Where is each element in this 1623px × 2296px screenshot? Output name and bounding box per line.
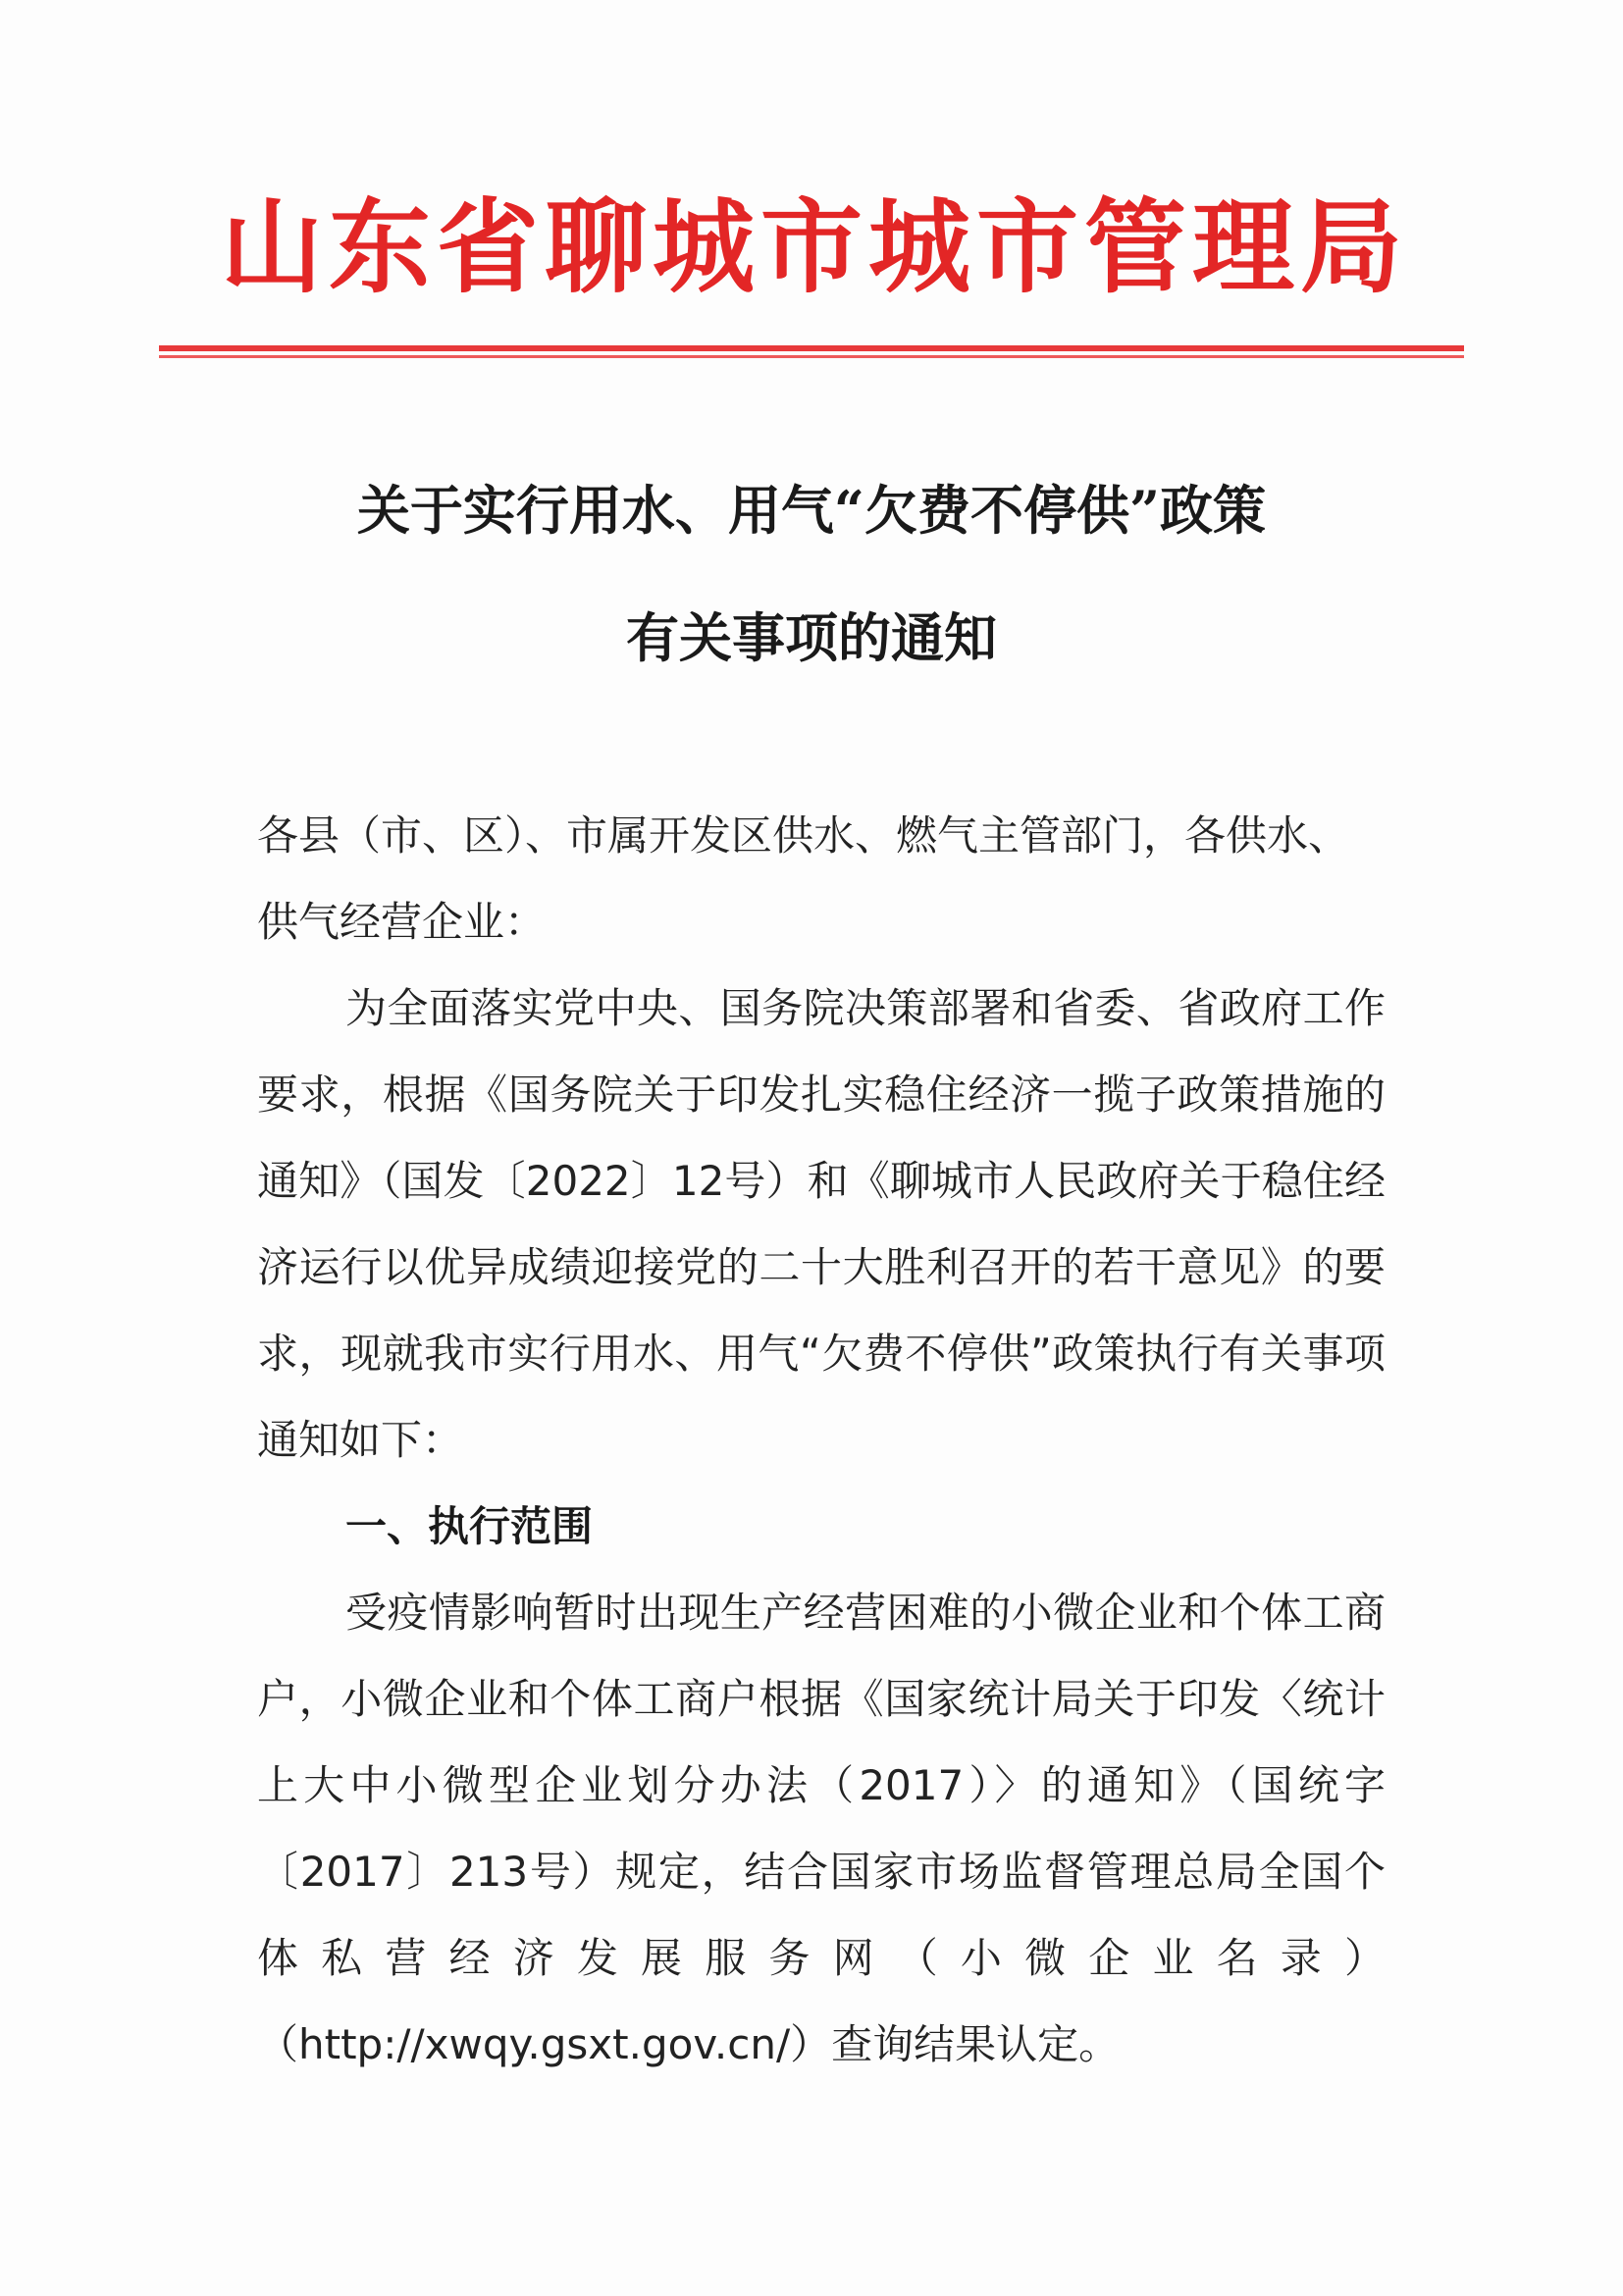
body-paragraph-1: 为全面落实党中央、国务院决策部署和省委、省政府工作要求，根据《国务院关于印发扎实稳住经济一揽子政策措施的通知》（国发〔2022〕12号）和《聊城市人民政府关于稳住经济运行以优异成绩迎接党的二十大胜利召开的若干意见》的要求，现就我市实行用水、用气“欠费不停供”政策执行有关事项通知如下： (257, 984, 1386, 1464)
addressee: 各县（市、区）、市属开发区供水、燃气主管部门，各供水、供气经营企业： (257, 811, 1350, 946)
section-heading-scope: 一、执行范围 (345, 1502, 594, 1550)
document-title-line-2: 有关事项的通知 (626, 606, 997, 669)
issuing-organization-header: 山东省聊城市城市管理局 (220, 186, 1408, 307)
document-title-line-1: 关于实行用水、用气“欠费不停供”政策 (356, 479, 1267, 542)
header-red-rule (159, 345, 1464, 351)
body-paragraph-2: 受疫情影响暂时出现生产经营困难的小微企业和个体工商户，小微企业和个体工商户根据《国家统计局关于印发〈统计上大中小微型企业划分办法（2017）〉的通知》（国统字〔2017〕213号）规定，结合国家市场监督管理总局全国个体私营经济发展服务网（小微企业名录）（http://xwqy.gsxt.gov.cn/）查询结果认定。 (257, 1589, 1386, 2068)
header-red-rule-thin (159, 355, 1464, 358)
